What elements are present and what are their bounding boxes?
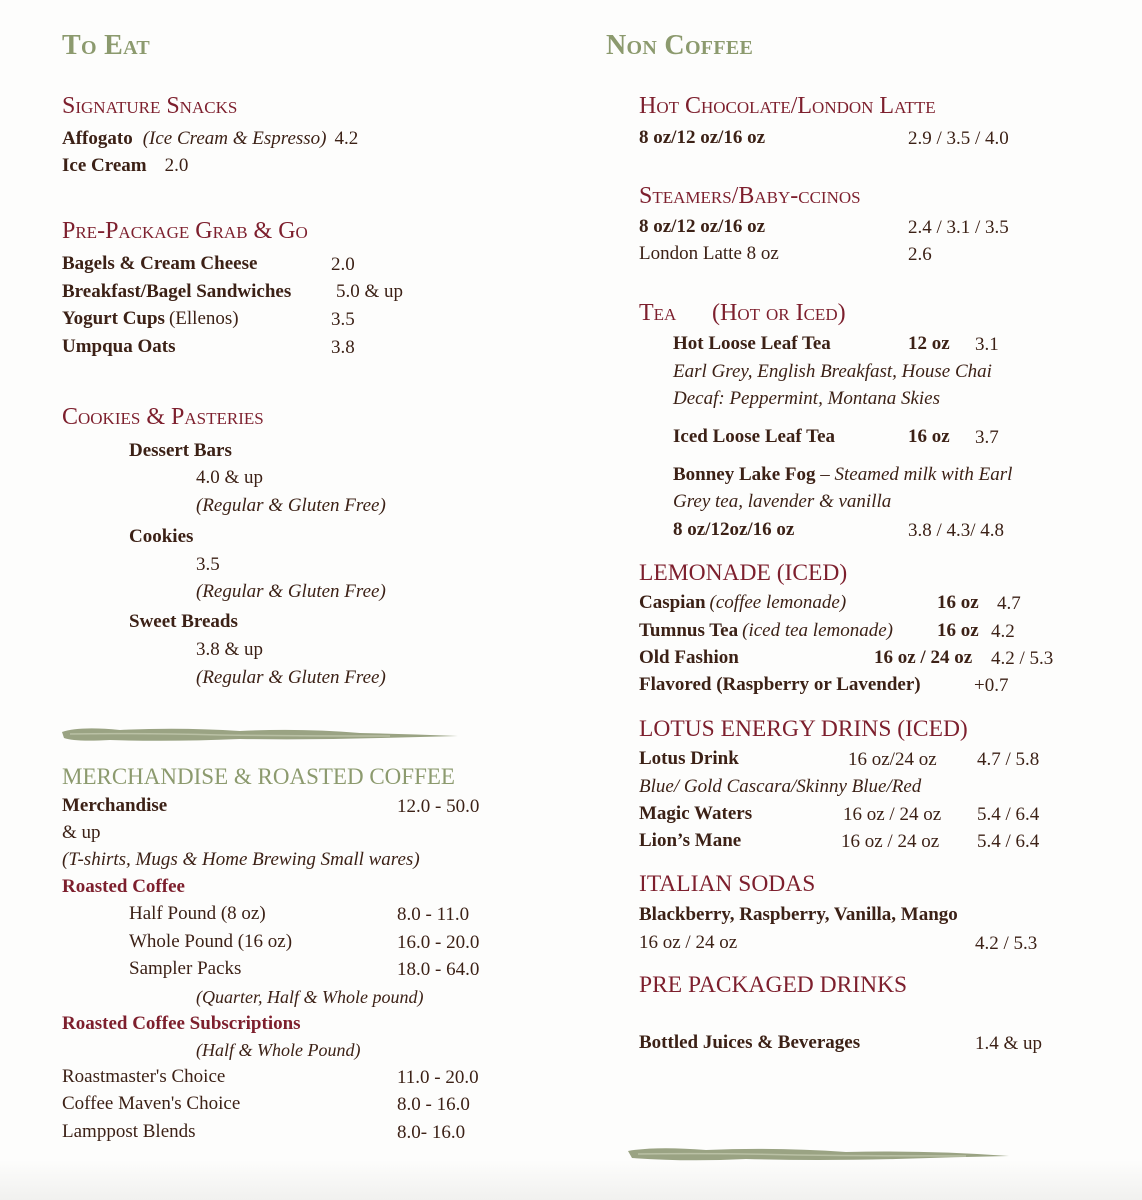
item-name: Sweet Breads (129, 611, 238, 632)
grab-go-heading: Pre-Package Grab & Go (62, 218, 308, 244)
item-price: 12.0 - 50.0 (397, 796, 480, 817)
steamers-heading: Steamers/Baby-ccinos (639, 183, 861, 209)
item-price: 4.2 / 5.3 (975, 933, 1038, 954)
item-description: (iced tea lemonade) (742, 620, 894, 641)
item-name: Whole Pound (16 oz) (129, 931, 293, 952)
item-price: 2.0 (331, 254, 355, 275)
item-note: (Regular & Gluten Free) (196, 581, 386, 602)
lemonade-heading: LEMONADE (ICED) (639, 560, 848, 586)
item-sizes: 8 oz/12 oz/16 oz (639, 216, 766, 237)
item-name: Yogurt Cups (62, 308, 165, 329)
item-price: 1.4 & up (975, 1033, 1043, 1054)
item-name: Sampler Packs (129, 958, 242, 979)
item-price: 3.5 (331, 309, 355, 330)
item-size: 16 oz / 24 oz (639, 932, 738, 953)
item-size: 16 oz/24 oz (848, 749, 937, 770)
item-price: 4.7 (997, 593, 1021, 614)
item-size: 16 oz / 24 oz (874, 647, 973, 668)
item-name: Old Fashion (639, 647, 739, 668)
item-price: 4.7 / 5.8 (977, 749, 1040, 770)
roasted-coffee-heading: Roasted Coffee (62, 876, 185, 897)
item-name: Half Pound (8 oz) (129, 903, 266, 924)
item-price: 11.0 - 20.0 (397, 1067, 479, 1088)
item-price: 3.8 (331, 337, 355, 358)
item-size: 16 oz (937, 592, 979, 613)
item-name: Bonney Lake Fog (673, 464, 816, 485)
item-price-suffix: & up (62, 822, 101, 843)
brush-stroke-divider (626, 1144, 1011, 1166)
item-description: (coffee lemonade) (709, 592, 847, 613)
item-price: 16.0 - 20.0 (397, 932, 480, 953)
tea-subheading: (Hot or Iced) (712, 300, 846, 326)
item-note: (Regular & Gluten Free) (196, 667, 386, 688)
item-price: 3.8 & up (196, 639, 264, 660)
item-sizes: 8 oz/12oz/16 oz (673, 519, 795, 540)
item-price: 3.7 (975, 427, 999, 448)
item-name: Dessert Bars (129, 440, 232, 461)
item-name: Coffee Maven's Choice (62, 1093, 241, 1114)
menu-item-ice-cream (62, 155, 188, 177)
cookies-heading: Cookies & Pasteries (62, 404, 264, 430)
item-price: 8.0 - 11.0 (397, 904, 470, 925)
item-price: 18.0 - 64.0 (397, 959, 480, 980)
item-description: (Ice Cream & Espresso) (142, 128, 327, 149)
italian-sodas-heading: ITALIAN SODAS (639, 871, 816, 897)
item-size: 16 oz (908, 426, 950, 447)
menu-item-caspian (639, 592, 846, 614)
item-name: Magic Waters (639, 803, 753, 824)
prepackaged-drinks-heading: PRE PACKAGED DRINKS (639, 972, 908, 998)
item-name: Breakfast/Bagel Sandwiches (62, 281, 292, 302)
item-name: Hot Loose Leaf Tea (673, 333, 831, 354)
item-price: 5.4 / 6.4 (977, 831, 1040, 852)
item-name: Bagels & Cream Cheese (62, 253, 258, 274)
item-note: Earl Grey, English Breakfast, House Chai (673, 361, 992, 382)
item-price: 4.2 (334, 128, 359, 149)
item-name: Tumnus Tea (639, 620, 739, 641)
item-note: (Half & Whole Pound) (196, 1040, 361, 1060)
item-name: Roastmaster's Choice (62, 1066, 226, 1087)
item-price: 2.9 / 3.5 / 4.0 (908, 128, 1009, 149)
item-name: Iced Loose Leaf Tea (673, 426, 836, 447)
item-price: 3.8 / 4.3/ 4.8 (908, 520, 1005, 541)
item-price: 8.0 - 16.0 (397, 1094, 470, 1115)
merchandise-heading: MERCHANDISE & ROASTED COFFEE (62, 764, 455, 789)
item-price: 3.5 (196, 554, 220, 575)
item-name: Blackberry, Raspberry, Vanilla, Mango (639, 904, 958, 925)
item-note: Blue/ Gold Cascara/Skinny Blue/Red (639, 776, 922, 797)
signature-snacks-heading: Signature Snacks (62, 93, 238, 119)
hot-chocolate-heading: Hot Chocolate/London Latte (639, 93, 936, 119)
item-name: Affogato (62, 128, 133, 149)
item-price: 8.0- 16.0 (397, 1122, 466, 1143)
brush-stroke-divider (60, 724, 460, 746)
menu-item-yogurt (62, 308, 239, 330)
item-name: Lamppost Blends (62, 1121, 196, 1142)
to-eat-heading: To Eat (62, 30, 151, 61)
item-size: 16 oz (937, 620, 979, 641)
item-note: (Ellenos) (168, 308, 239, 329)
item-size: 16 oz / 24 oz (843, 804, 942, 825)
item-note: (T-shirts, Mugs & Home Brewing Small wares) (62, 849, 420, 870)
item-price: 4.0 & up (196, 467, 264, 488)
menu-item-affogato (62, 128, 358, 150)
item-price: 4.2 / 5.3 (991, 648, 1054, 669)
menu-item-tumnus (639, 620, 893, 642)
item-price: 2.0 (164, 155, 189, 176)
lotus-heading: LOTUS ENERGY DRINS (ICED) (639, 716, 968, 742)
item-price: 3.1 (975, 334, 999, 355)
item-price: 4.2 (991, 621, 1015, 642)
item-name: Bottled Juices & Beverages (639, 1032, 861, 1053)
item-name: Umpqua Oats (62, 336, 176, 357)
item-name: Caspian (639, 592, 706, 613)
non-coffee-heading: Non Coffee (606, 30, 754, 61)
item-price: 2.6 (908, 244, 932, 265)
menu-item-bonney-lake-fog (673, 464, 1012, 486)
subscriptions-heading: Roasted Coffee Subscriptions (62, 1013, 301, 1034)
page-bottom-shadow (0, 1160, 1142, 1200)
item-name: London Latte 8 oz (639, 243, 779, 264)
item-description: – Steamed milk with Earl (815, 464, 1013, 485)
item-name: Lotus Drink (639, 748, 739, 769)
item-name: Flavored (Raspberry or Lavender) (639, 674, 921, 695)
item-price: 2.4 / 3.1 / 3.5 (908, 217, 1009, 238)
item-note: (Regular & Gluten Free) (196, 495, 386, 516)
item-price: 5.0 & up (336, 281, 404, 302)
item-note: Decaf: Peppermint, Montana Skies (673, 388, 940, 409)
item-price: 5.4 / 6.4 (977, 804, 1040, 825)
item-size: 12 oz (908, 333, 950, 354)
item-name: Ice Cream (62, 155, 147, 176)
item-name: Merchandise (62, 795, 168, 816)
item-sizes: 8 oz/12 oz/16 oz (639, 127, 766, 148)
item-price: +0.7 (974, 675, 1009, 696)
item-name: Cookies (129, 526, 194, 547)
item-description: Grey tea, lavender & vanilla (673, 491, 892, 512)
item-size: 16 oz / 24 oz (841, 831, 940, 852)
item-name: Lion’s Mane (639, 830, 742, 851)
tea-heading: Tea (639, 300, 677, 326)
item-note: (Quarter, Half & Whole pound) (196, 987, 424, 1007)
